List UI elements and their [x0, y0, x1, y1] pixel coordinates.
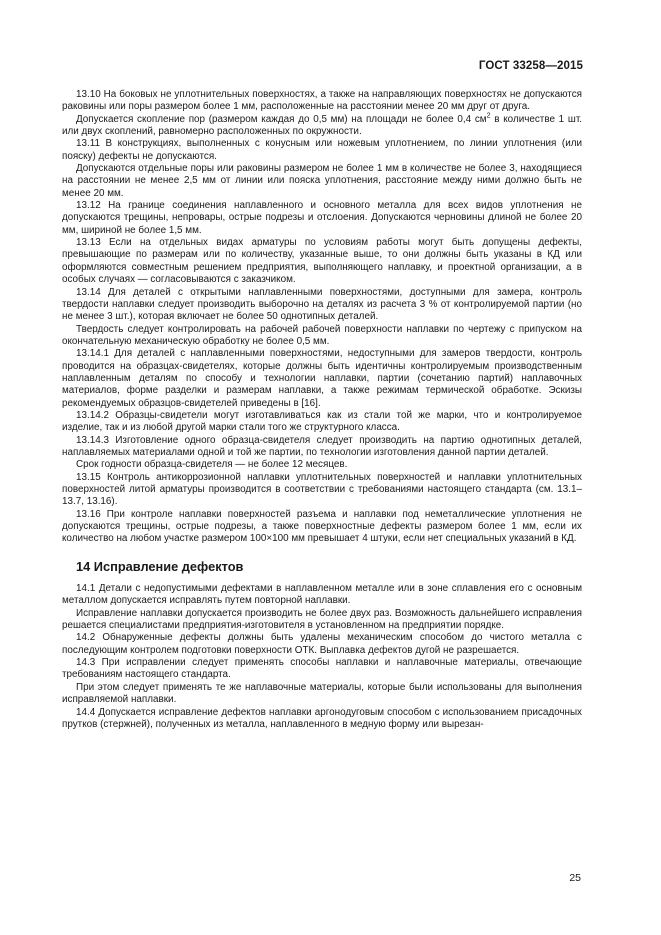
document-body	[62, 89, 582, 731]
paragraph-hardness: Твердость следует контролировать на рабочей рабочей поверхности наплавки по чертежу с припуском на окончательную механическую обработку не более 0,5 мм.	[62, 323, 582, 347]
paragraph-13-11: 13.11 В конструкциях, выполненных с конусным или ножевым уплотнением, по линии уплотнения (или пояску) дефекты не допускаются.	[62, 138, 582, 162]
paragraph-14-4: 14.4 Допускается исправление дефектов наплавки аргонодуговым способом с использованием присадочных прутков (стержней), полученных из металла, наплавленного в медную форму или вырезан-	[62, 706, 582, 730]
unit-exponent: 2	[486, 112, 491, 120]
paragraph-repair-limit: Исправление наплавки допускается производить не более двух раз. Возможность дальнейшего исправления решается специалистами предприятия-изготовителя в установленном на предприятии порядке.	[62, 607, 582, 632]
paragraph-14-1: 14.1 Детали с недопустимыми дефектами в наплавленном металле или в зоне сплавления его с основным металлом допускается исправлять путем повторной наплавки.	[62, 583, 582, 607]
paragraph-13-14-2: 13.14.2 Образцы-свидетели могут изготавливаться как из стали той же марки, что и контролируемое изделие, так и из любой другой марки стали того же структурного класса.	[62, 409, 582, 434]
paragraph-13-14-1: 13.14.1 Для деталей с наплавленными поверхностями, недоступными для замеров твердости, контроль проводится на образцах-свидетелях, которые должны быть идентичны контролируемым производственным наплавленным деталям по способу и технологии наплавки, партии (сочетанию партий) наплавочных материалов, форме разделки и размерам наплавки, а также режимам термической обработке. Эскизы рекомендуемых образцов-свидетелей приведены в [16].	[62, 348, 582, 409]
paragraph-14-3: 14.3 При исправлении следует применять способы наплавки и наплавочные материалы, отвечающие требованиям настоящего стандарта.	[62, 657, 582, 681]
paragraph-13-15: 13.15 Контроль антикоррозионной наплавки уплотнительных поверхностей и наплавки уплотнительных поверхностей литой арматуры производится в соответствии с требованиями настоящего стандарта (см. 13.1–13.7, 13.16).	[62, 471, 582, 508]
page-number: 25	[569, 872, 581, 884]
paragraph-pores-allowed: Допускаются отдельные поры или раковины размером не более 1 мм в количестве не более 3, находящиеся на расстоянии не менее 2,5 мм от линии или пояска уплотнения, расстояние между ними должно быть не менее 20 мм.	[62, 163, 582, 199]
paragraph-same-materials: При этом следует применять те же наплавочные материалы, которые были использованы для выполнения исправляемой наплавки.	[62, 681, 582, 706]
paragraph-13-10: 13.10 На боковых не уплотнительных поверхностях, а также на направляющих поверхностях не допускаются раковины или поры размером более 1 мм, расположенные на расстоянии менее 20 мм друг от друга.	[62, 89, 582, 113]
paragraph-14-2: 14.2 Обнаруженные дефекты должны быть удалены механическим способом до чистого металла с последующим контролем подготовки поверхности ОТК. Выплавка дефектов дугой не разрешается.	[62, 632, 582, 656]
paragraph-shelf-life: Срок годности образца-свидетеля — не более 12 месяцев.	[76, 459, 348, 471]
paragraph-13-14: 13.14 Для деталей с открытыми наплавленными поверхностями, доступными для замера, контроль твердости наплавки следует производить выборочно на деталях из расчета 3 % от контролируемой партии (но не менее 3 шт.), которая включает не более 50 однотипных деталей.	[62, 286, 582, 323]
section-heading: 14 Исправление дефектов	[76, 558, 244, 574]
doc-code-header: ГОСТ 33258—2015	[478, 60, 583, 72]
paragraph-13-16: 13.16 При контроле наплавки поверхностей разъема и наплавки под неметаллические уплотнения не допускаются трещины, острые подрезы, а также поверхностные дефекты размером более 1 мм, если их количество на любом участке размером 100×100 мм превышает 4 штуки, если нет специальных указаний в КД.	[62, 508, 582, 545]
paragraph-pore-cluster: Допускается скопление пор (размером каждая до 0,5 мм) на площади не более 0,4 $см^2$ в количестве 1 шт. или двух скоплений, равномерно расположенных по окружности.	[62, 112, 583, 138]
paragraph-13-13: 13.13 Если на отдельных видах арматуры по условиям работы могут быть допущены дефекты, превышающие по размерам или по количеству, указанные выше, то они должны быть указаны в КД или оформляются совместным решением предприятия, выполняющего наплавку, и проектной организации, а в особых случаях — согласовываются с заказчиком.	[62, 237, 582, 286]
paragraph-13-14-3: 13.14.3 Изготовление одного образца-свидетеля следует производить на партию однотипных деталей, наплавляемых материалами одной и той же партии, по технологии изготовления данной партии деталей.	[62, 434, 582, 458]
paragraph-13-12: 13.12 На границе соединения наплавленного и основного металла для всех видов уплотнения не допускаются трещины, непровары, острые подрезы и отслоения. Допускаются черновины длиной не более 20 мм, шириной не более 1,5 мм.	[62, 200, 582, 236]
